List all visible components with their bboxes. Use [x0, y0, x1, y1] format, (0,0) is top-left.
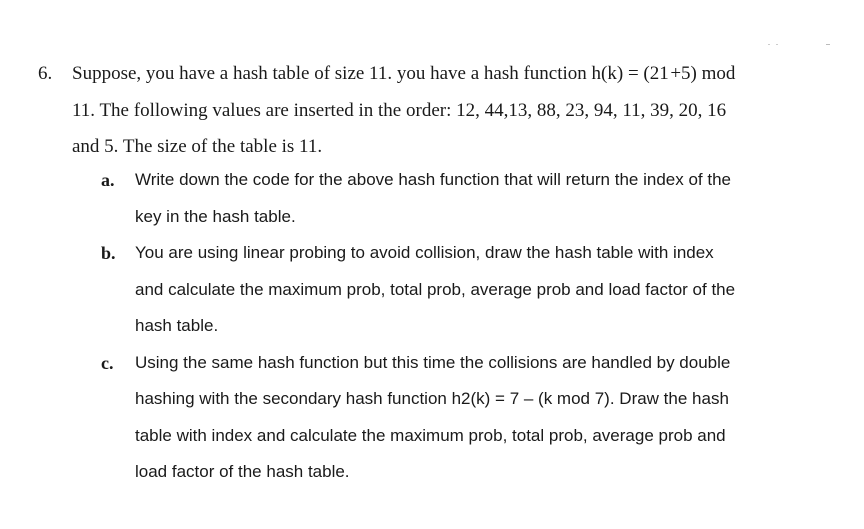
sub-question-line: hashing with the secondary hash function h2(k) = 7 – (k mod 7). Draw the hash	[135, 389, 729, 408]
sub-question-text	[135, 162, 835, 235]
sub-question-line: hash table.	[135, 316, 219, 335]
sub-question-line: Write down the code for the above hash function that will return the index of the	[135, 170, 731, 189]
scan-artifact-dash	[826, 44, 830, 45]
sub-question-line: You are using linear probing to avoid collision, draw the hash table with index	[135, 243, 714, 262]
scan-artifact-dot	[768, 44, 770, 45]
sub-question-line: key in the hash table.	[135, 206, 296, 226]
sub-question-text	[135, 345, 835, 491]
sub-question-list	[0, 162, 864, 491]
question-line: 11. The following values are inserted in the order: 12, 44,13, 88, 23, 94, 11, 39, 20, 16	[72, 99, 727, 121]
sub-question-line: table with index and calculate the maximum prob, total prob, average prob and	[135, 425, 726, 445]
question-number: 6.	[38, 63, 53, 84]
scan-artifact-dot	[776, 44, 778, 45]
sub-question-label: a.	[101, 170, 115, 190]
sub-question-a	[0, 162, 864, 235]
sub-question-c	[0, 345, 864, 491]
sub-question-line: Using the same hash function but this time the collisions are handled by double	[135, 352, 731, 372]
question-line: and 5. The size of the table is 11.	[72, 136, 323, 157]
sub-question-line: load factor of the hash table.	[135, 462, 350, 481]
question-line: Suppose, you have a hash table of size 11. you have a hash function h(k) = (21 +5) mod	[72, 63, 736, 84]
sub-question-label: c.	[101, 352, 114, 373]
sub-question-text	[135, 235, 835, 345]
question-text	[72, 56, 832, 166]
sub-question-b	[0, 235, 864, 345]
sub-question-label: b.	[101, 243, 116, 263]
sub-question-line: and calculate the maximum prob, total prob, average prob and load factor of the	[135, 279, 736, 299]
